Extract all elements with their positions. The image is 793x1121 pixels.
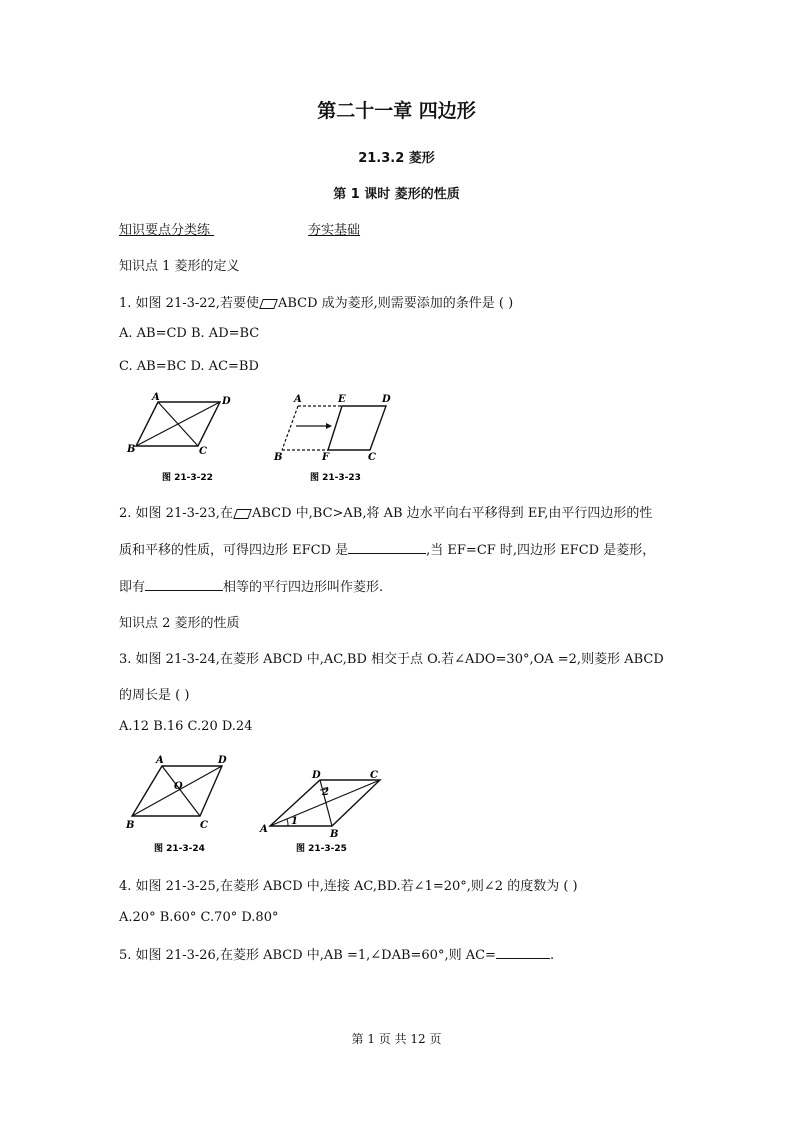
practice-underline — [210, 223, 308, 238]
fig24-label-c: C — [200, 820, 208, 831]
question-5 — [119, 944, 554, 963]
fig25-label-angle-2: 2 — [322, 787, 329, 798]
q2-line1-suffix: ABCD 中,BC>AB,将 AB 边水平向右平移得到 EF,由平行四边形的性 — [251, 506, 653, 521]
q5-suffix: . — [549, 948, 555, 963]
fig23-label-b: B — [274, 452, 283, 463]
figure-21-3-22 — [118, 388, 240, 486]
q5-answer-blank[interactable] — [496, 946, 550, 959]
question-4-line-1: 4. 如图 21-3-25,在菱形 ABCD 中,连接 AC,BD.若∠1=20°,则∠2 的度数为 ( ) — [119, 879, 578, 894]
question-1 — [119, 292, 513, 311]
fig22-label-b: B — [127, 444, 136, 455]
q5-prefix: 5. 如图 21-3-26,在菱形 ABCD 中,AB =1,∠DAB=60°,则 AC= — [119, 948, 496, 963]
q2-line3-suffix: 相等的平行四边形叫作菱形. — [223, 580, 384, 595]
page-footer: 第 1 页 共 12 页 — [351, 1032, 442, 1046]
practice-left-label: 知识要点分类练 — [119, 223, 211, 238]
figure-21-3-24 — [118, 750, 248, 858]
fig24-caption: 图 21-3-24 — [154, 844, 205, 854]
fig25-label-d: D — [312, 770, 321, 781]
q3-options: A.12 B.16 C.20 D.24 — [119, 719, 253, 734]
fig23-label-e: E — [338, 394, 346, 405]
fig22-label-c: C — [199, 446, 207, 457]
lesson-title: 第 1 课时 菱形的性质 — [333, 187, 460, 202]
question-3-line-1: 3. 如图 21-3-24,在菱形 ABCD 中,AC,BD 相交于点 O.若∠ADO=30°,OA =2,则菱形 ABCD — [119, 652, 664, 667]
parallelogram-symbol-icon — [259, 299, 278, 309]
fig25-label-b: B — [330, 829, 339, 840]
fig22-label-a: A — [152, 392, 160, 403]
figure-21-3-25 — [258, 760, 393, 858]
section-title: 21.3.2 菱形 — [358, 151, 435, 166]
q2-line2-prefix: 质和平移的性质，可得四边形 EFCD 是 — [119, 543, 349, 558]
fig22-caption: 图 21-3-22 — [162, 473, 213, 483]
practice-right-label: 夯实基础 — [308, 223, 361, 238]
fig22-label-d: D — [222, 396, 231, 407]
chapter-title: 第二十一章 四边形 — [317, 100, 476, 122]
question-2-line-2 — [119, 539, 655, 558]
q2-line3-prefix: 即有 — [119, 580, 146, 595]
q2-line1-prefix: 2. 如图 21-3-23,在 — [119, 506, 233, 521]
practice-header — [119, 219, 360, 238]
q1-suffix: ABCD 成为菱形,则需要添加的条件是 ( ) — [277, 296, 514, 311]
question-2-line-1 — [119, 502, 652, 521]
q1-options-1: A. AB=CD B. AD=BC — [119, 326, 260, 341]
figure-21-3-23 — [270, 388, 400, 486]
fig23-label-f: F — [322, 452, 330, 463]
q2-line2-suffix: ,当 EF=CF 时,四边形 EFCD 是菱形， — [426, 543, 656, 558]
topic-1-label: 知识点 1 菱形的定义 — [119, 259, 240, 274]
fig23-caption: 图 21-3-23 — [310, 473, 361, 483]
question-3-line-2: 的周长是 ( ) — [119, 688, 190, 703]
fig25-label-angle-1: 1 — [291, 816, 298, 827]
fig24-label-o: O — [174, 781, 183, 792]
q4-options: A.20° B.60° C.70° D.80° — [119, 910, 279, 925]
q1-options-2: C. AB=BC D. AC=BD — [119, 359, 259, 374]
fig25-caption: 图 21-3-25 — [296, 844, 347, 854]
fig23-label-a: A — [294, 394, 302, 405]
q2-answer-blank-1[interactable] — [348, 541, 426, 554]
fig25-label-a: A — [260, 824, 268, 835]
fig24-label-b: B — [126, 820, 135, 831]
fig23-label-d: D — [382, 394, 391, 405]
fig23-label-c: C — [368, 452, 376, 463]
topic-2-label: 知识点 2 菱形的性质 — [119, 616, 240, 631]
fig24-label-a: A — [156, 755, 164, 766]
fig25-label-c: C — [370, 770, 378, 781]
q2-answer-blank-2[interactable] — [145, 578, 223, 591]
parallelogram-symbol-icon — [233, 509, 252, 519]
question-2-line-3 — [119, 576, 383, 595]
fig24-label-d: D — [218, 755, 227, 766]
q1-prefix: 1. 如图 21-3-22,若要使 — [119, 296, 259, 311]
